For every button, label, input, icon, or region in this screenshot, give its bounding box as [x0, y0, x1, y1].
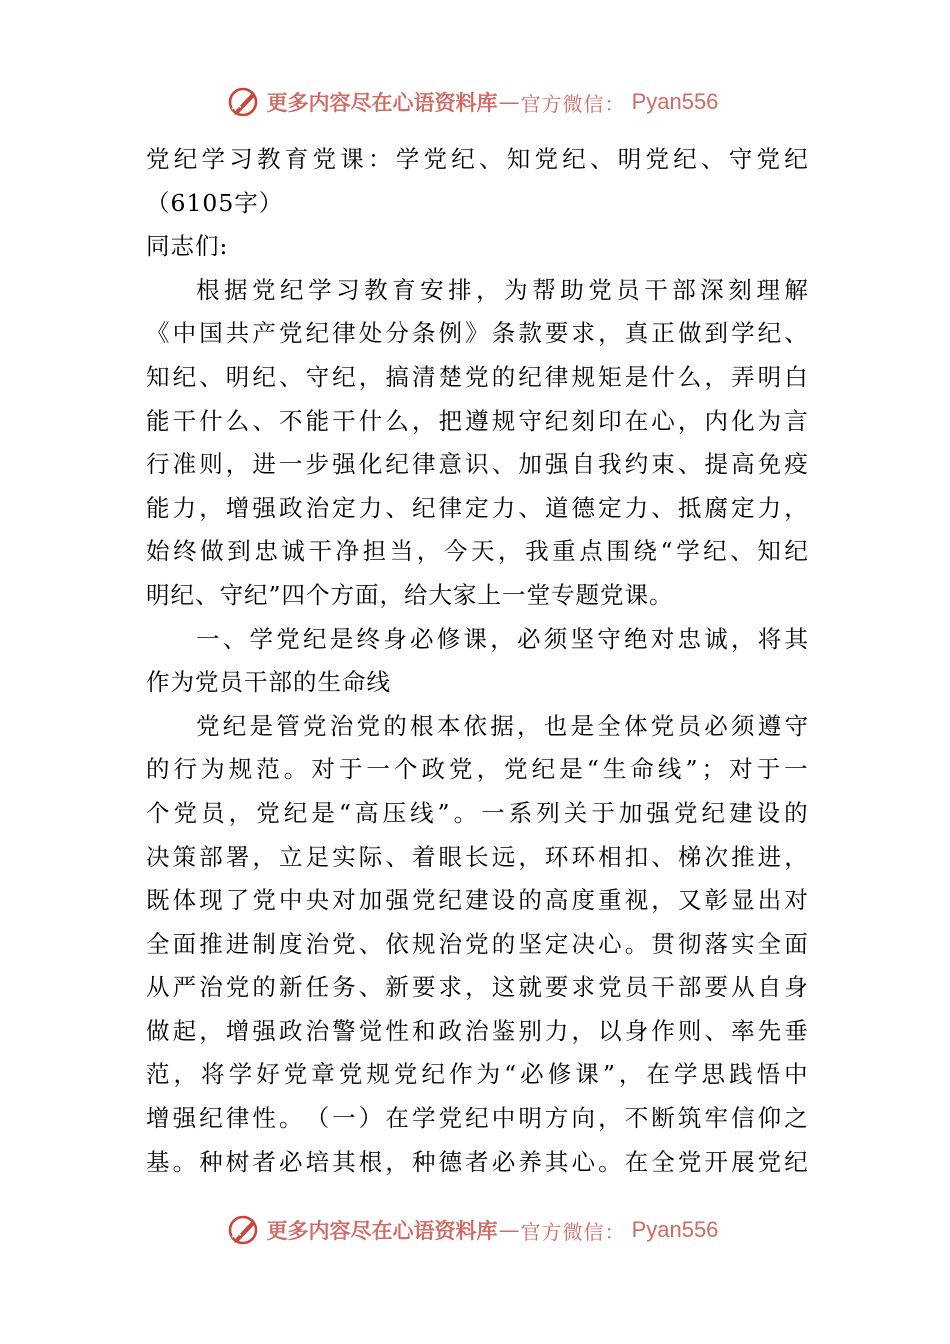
- text-line: 既 体 现 了 党 中 央 对 加 强 党 纪 建 设 的 高 度 重 视 ， 又 彰 显 出 对: [146, 886, 808, 915]
- watermark-wechat-id: Pyan556: [631, 1217, 719, 1242]
- pen-logo-icon: [227, 85, 261, 119]
- text-line: 明纪、守纪”四个方面，给大家上一堂专题党课。: [146, 580, 674, 609]
- text-line: 决 策 部 署 ， 立 足 实 际 、 着 眼 长 远 ， 环 环 相 扣 、 梯 次 推 进 ，: [146, 842, 808, 871]
- text-line: 全 面 推 进 制 度 治 党 、 依 规 治 党 的 坚 定 决 心 。 贯 彻 落 实 全 面: [146, 929, 808, 958]
- text-line: 范 ， 将 学 好 党 章 党 规 党 纪 作 为 “ 必 修 课 ” ， 在 学 思 践 悟 中: [146, 1060, 808, 1089]
- text-line: 一 、 学 党 纪 是 终 身 必 修 课 ， 必 须 坚 守 绝 对 忠 诚 ， 将 其: [196, 624, 808, 653]
- text-line: 个 党 员 ， 党 纪 是 “ 高 压 线 ” 。 一 系 列 关 于 加 强 党 纪 建 设 的: [146, 798, 808, 827]
- document-title: 党 纪 学 习 教 育 党 课 ： 学 党 纪 、 知 党 纪 、 明 党 纪 、 守 党 纪: [146, 145, 808, 173]
- text-line: 基 。 种 树 者 必 培 其 根 ， 种 德 者 必 养 其 心 。 在 全 党 开 展 党 纪: [146, 1147, 808, 1176]
- text-line: 能 力 ， 增 强 政 治 定 力 、 纪 律 定 力 、 道 德 定 力 、 抵 腐 定 力 ，: [146, 493, 808, 522]
- watermark-text: 更多内容尽在心语资料库: [266, 1218, 498, 1243]
- pen-logo-icon: [227, 1213, 261, 1247]
- watermark-group: [227, 1213, 719, 1247]
- text-line: 增 强 纪 律 性 。 （ 一 ） 在 学 党 纪 中 明 方 向 ， 不 断 筑 牢 信 仰 之: [146, 1104, 808, 1133]
- watermark-dash: —: [498, 90, 520, 114]
- text-line: 的 行 为 规 范 。 对 于 一 个 政 党 ， 党 纪 是 “ 生 命 线 ” ； 对 于 一: [146, 755, 808, 784]
- watermark-text: 更多内容尽在心语资料库: [266, 90, 498, 115]
- text-line: 知 纪 、 明 纪 、 守 纪 ， 搞 清 楚 党 的 纪 律 规 矩 是 什 么 ， 弄 明 白: [146, 362, 808, 391]
- text-line: 做 起 ， 增 强 政 治 警 觉 性 和 政 治 鉴 别 力 ， 以 身 作 则 、 率 先 垂: [146, 1016, 808, 1045]
- watermark-wechat-id: Pyan556: [631, 89, 719, 114]
- text-line: 能 干 什 么 、 不 能 干 什 么 ， 把 遵 规 守 纪 刻 印 在 心 ， 内 化 为 言: [146, 406, 808, 435]
- watermark-official-label: 官方微信：: [520, 91, 626, 116]
- text-line: 作为党员干部的生命线: [146, 668, 391, 697]
- watermark-official-label: 官方微信：: [520, 1219, 626, 1244]
- watermark-footer: [0, 1210, 950, 1250]
- text-line: 始 终 做 到 忠 诚 干 净 担 当 ， 今 天 ， 我 重 点 围 绕 “ 学 纪 、 知 纪: [146, 537, 808, 566]
- watermark-group: [227, 85, 719, 119]
- text-line: 行 准 则 ， 进 一 步 强 化 纪 律 意 识 、 加 强 自 我 约 束 、 提 高 免 疫: [146, 450, 808, 479]
- watermark-dash: —: [498, 1218, 520, 1242]
- watermark-header: [0, 82, 950, 122]
- text-line: 根 据 党 纪 学 习 教 育 安 排 ， 为 帮 助 党 员 干 部 深 刻 理 解: [196, 275, 808, 304]
- text-line: （6105字）: [146, 188, 284, 217]
- text-line: 同志们:: [146, 232, 229, 261]
- text-line: 党 纪 是 管 党 治 党 的 根 本 依 据 ， 也 是 全 体 党 员 必 须 遵 守: [196, 711, 808, 740]
- text-line: 从 严 治 党 的 新 任 务 、 新 要 求 ， 这 就 要 求 党 员 干 部 要 从 自 身: [146, 973, 808, 1002]
- text-line: 《 中 国 共 产 党 纪 律 处 分 条 例 》 条 款 要 求 ， 真 正 做 到 学 纪 、: [146, 319, 808, 348]
- document-body: [146, 138, 808, 1184]
